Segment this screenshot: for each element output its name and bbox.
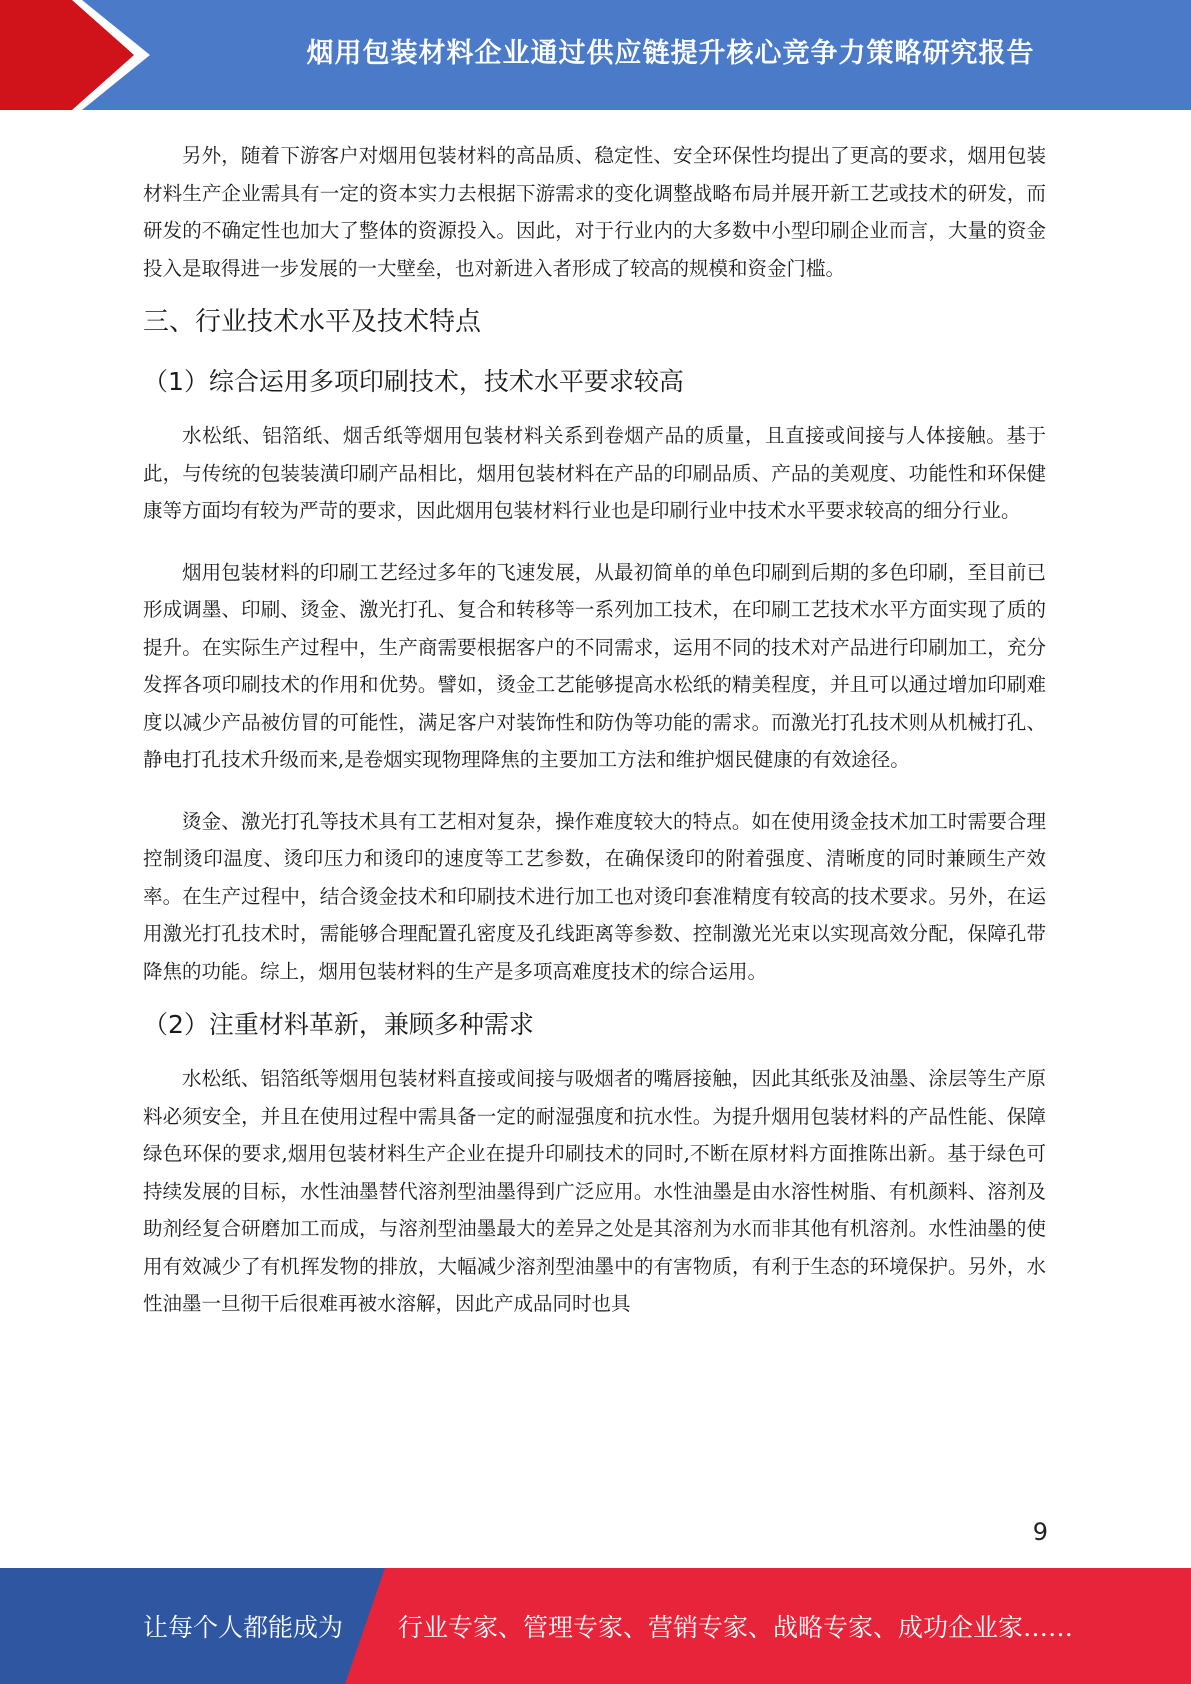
header-arrow-icon [0, 0, 150, 110]
page-header [0, 0, 1191, 110]
subsection-heading-2: （2）注重材料革新，兼顾多种需求 [143, 1010, 534, 1039]
header-title: 烟用包装材料企业通过供应链提升核心竞争力策略研究报告 [306, 37, 1035, 69]
paragraph-sub1-2: 烟用包装材料的印刷工艺经过多年的飞速发展，从最初简单的单色印刷到后期的多色印刷，至目前已形成调墨、印刷、烫金、激光打孔、复合和转移等一系列加工技术，在印刷工艺技术水平方面实现了质的提升。在实际生产过程中，生产商需要根据客户的不同需求，运用不同的技术对产品进行印刷加工，充分发挥各项印刷技术的作用和优势。譬如，烫金工艺能够提高水松纸的精美程度，并且可以通过增加印刷难度以减少产品被仿冒的可能性，满足客户对装饰性和防伪等功能的需求。而激光打孔技术则从机械打孔、静电打孔技术升级而来,是卷烟实现物理降焦的主要加工方法和维护烟民健康的有效途径。 [143, 560, 1046, 771]
footer-slogan-left: 让每个人都能成为 [143, 1613, 344, 1642]
paragraph-intro: 另外，随着下游客户对烟用包装材料的高品质、稳定性、安全环保性均提出了更高的要求，烟用包装材料生产企业需具有一定的资本实力去根据下游需求的变化调整战略布局并展开新工艺或技术的研发，而研发的不确定性也加大了整体的资源投入。因此，对于行业内的大多数中小型印刷企业而言，大量的资金投入是取得进一步发展的一大壁垒，也对新进入者形成了较高的规模和资金门槛。 [143, 144, 1046, 280]
paragraph-sub2-1: 水松纸、铝箔纸等烟用包装材料直接或间接与吸烟者的嘴唇接触，因此其纸张及油墨、涂层等生产原料必须安全，并且在使用过程中需具备一定的耐湿强度和抗水性。为提升烟用包装材料的产品性能、保障绿色环保的要求,烟用包装材料生产企业在提升印刷技术的同时,不断在原材料方面推陈出新。基于绿色可持续发展的目标，水性油墨替代溶剂型油墨得到广泛应用。水性油墨是由水溶性树脂、有机颜料、溶剂及助剂经复合研磨加工而成，与溶剂型油墨最大的差异之处是其溶剂为水而非其他有机溶剂。水性油墨的使用有效减少了有机挥发物的排放，大幅减少溶剂型油墨中的有害物质，有利于生态的环境保护。另外，水性油墨一旦彻干后很难再被水溶解，因此产成品同时也具 [143, 1067, 1046, 1315]
subsection-heading-1: （1）综合运用多项印刷技术，技术水平要求较高 [143, 367, 684, 396]
document-body [143, 137, 1046, 1323]
section-heading: 三、行业技术水平及技术特点 [143, 307, 482, 337]
page-number: 9 [1032, 1518, 1048, 1546]
footer-slogan-right: 行业专家、管理专家、营销专家、战略专家、成功企业家…… [398, 1613, 1074, 1642]
page-footer [0, 1568, 1191, 1684]
paragraph-sub1-3: 烫金、激光打孔等技术具有工艺相对复杂，操作难度较大的特点。如在使用烫金技术加工时需要合理控制烫印温度、烫印压力和烫印的速度等工艺参数，在确保烫印的附着强度、清晰度的同时兼顾生产效率。在生产过程中，结合烫金技术和印刷技术进行加工也对烫印套准精度有较高的技术要求。另外，在运用激光打孔技术时，需能够合理配置孔密度及孔线距离等参数、控制激光光束以实现高效分配，保障孔带降焦的功能。综上，烟用包装材料的生产是多项高难度技术的综合运用。 [143, 809, 1046, 983]
paragraph-sub1-1: 水松纸、铝箔纸、烟舌纸等烟用包装材料关系到卷烟产品的质量，且直接或间接与人体接触。基于此，与传统的包装装潢印刷产品相比，烟用包装材料在产品的印刷品质、产品的美观度、功能性和环保健康等方面均有较为严苛的要求，因此烟用包装材料行业也是印刷行业中技术水平要求较高的细分行业。 [143, 424, 1046, 522]
